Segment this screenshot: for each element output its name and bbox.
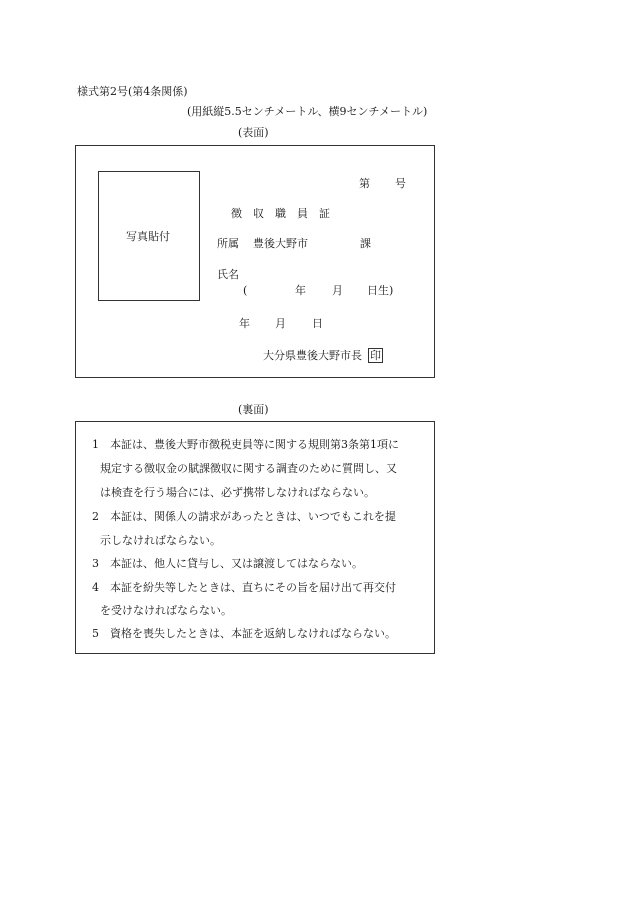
issue-month: 月 — [275, 317, 286, 330]
card-title: 徴 収 職 員 証 — [231, 207, 330, 220]
item-number: 4 — [92, 581, 99, 594]
birth-year: 年 — [295, 284, 306, 297]
issue-year: 年 — [239, 317, 250, 330]
affiliation-label: 所属 — [217, 237, 239, 250]
item-1-line-3: は検査を行う場合には、必ず携帯しなければならない。 — [100, 486, 375, 499]
photo-area — [98, 171, 200, 301]
item-number: 3 — [92, 557, 99, 570]
item-number: 5 — [92, 627, 99, 640]
name-label: 氏名 — [217, 268, 239, 281]
item-text: 本証を紛失等したときは、直ちにその旨を届け出て再交付 — [110, 581, 396, 594]
item-text: 本証は、関係人の請求があったときは、いつでもこれを提 — [110, 510, 396, 523]
affiliation-section: 課 — [360, 237, 371, 250]
item-5 — [92, 628, 396, 639]
item-number: 1 — [92, 438, 99, 451]
front-label: (表面) — [238, 126, 269, 139]
issuer-name: 大分県豊後大野市長 — [263, 349, 362, 362]
issuer-line — [263, 348, 383, 363]
item-text: 本証は、豊後大野市徴税吏員等に関する規則第3条第1項に — [110, 438, 399, 451]
item-2 — [92, 511, 396, 522]
number-dai: 第 — [359, 177, 370, 190]
item-4-line-2: を受けなければならない。 — [100, 604, 232, 617]
item-1-line-2: 規定する徴収金の賦課徴収に関する調査のために質問し、又 — [100, 462, 397, 475]
affiliation-city: 豊後大野市 — [253, 237, 308, 250]
item-3 — [92, 558, 363, 569]
item-text: 本証は、他人に貸与し、又は譲渡してはならない。 — [110, 557, 363, 570]
item-2-line-2: 示しなければならない。 — [100, 534, 221, 547]
birth-month: 月 — [332, 284, 343, 297]
form-number: 様式第2号(第4条関係) — [77, 85, 188, 98]
item-number: 2 — [92, 510, 99, 523]
item-4 — [92, 582, 396, 593]
item-text: 資格を喪失したときは、本証を返納しなければならない。 — [110, 627, 396, 640]
item-1 — [92, 439, 399, 450]
front-card — [75, 145, 435, 378]
issue-day: 日 — [312, 317, 323, 330]
back-label: (裏面) — [238, 403, 269, 416]
photo-label: 写真貼付 — [126, 230, 170, 243]
birth-day: 日生) — [367, 284, 394, 297]
seal-mark: 印 — [370, 349, 381, 362]
paper-size-note: (用紙縦5.5センチメートル、横9センチメートル) — [187, 105, 428, 118]
birth-open: ( — [243, 284, 248, 297]
number-go: 号 — [395, 177, 406, 190]
